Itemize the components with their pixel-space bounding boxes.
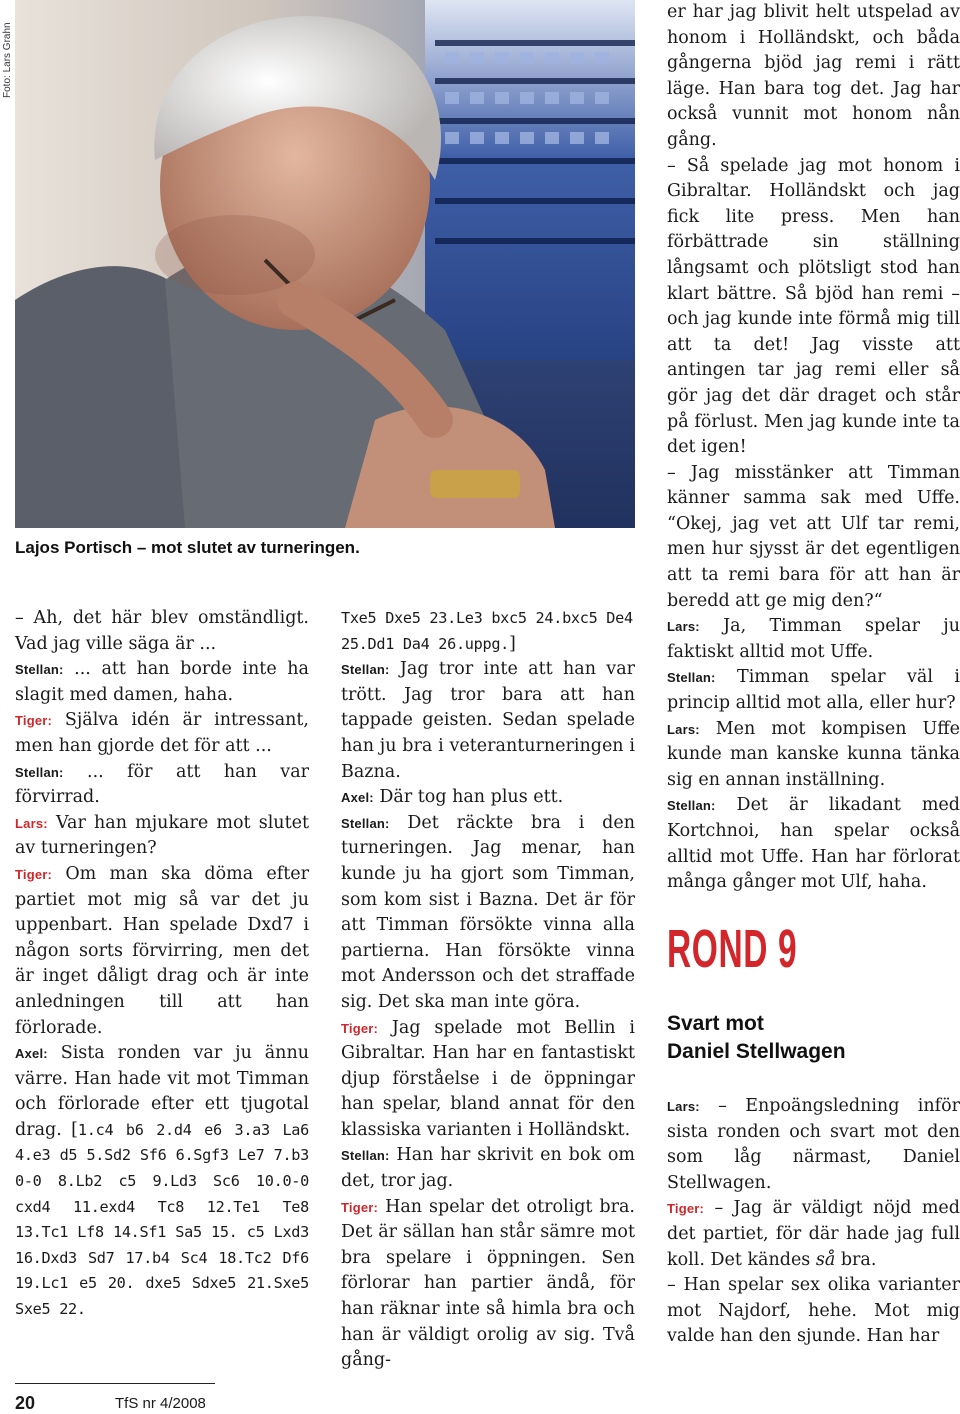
paragraph: Axel: Där tog han plus ett. bbox=[341, 787, 564, 808]
text-column-3 bbox=[667, 0, 960, 896]
paragraph: – Jag misstänker att Timman känner samma sak med Uffe. “Okej, jag vet att Ulf tar remi, men hur sjysst är det egentligen att ta remi bara för att han är beredd att ge mig den?“ bbox=[667, 462, 960, 611]
round-heading: ROND 9 bbox=[667, 919, 798, 979]
speaker-lars: Lars: bbox=[15, 815, 48, 831]
speaker-tiger: Tiger: bbox=[341, 1199, 379, 1215]
speaker-stellan: Stellan: bbox=[341, 815, 390, 831]
footer-divider bbox=[15, 1383, 215, 1384]
chess-moves: 1.c4 b6 2.d4 e6 3.a3 La6 4.e3 d5 5.Sd2 Sf6 6.Sgf3 Le7 7.b3 0-0 8.Lb2 c5 9.Ld3 Sc6 10.0-0 cxd4 11.exd4 Tc8 12.Te1 Te8 13.Tc1 Lf8 14.Sf1 Sa5 15. c5 Lxd3 16.Dxd3 Sd7 17.b4 Sc4 18.Tc2 Df6 19.Lc1 e5 20. dxe5 Sdxe5 21.Sxe5 Sxe5 22. bbox=[15, 1120, 309, 1319]
speaker-axel: Axel: bbox=[341, 790, 374, 806]
speaker-tiger: Tiger: bbox=[341, 1020, 379, 1036]
paragraph: Tiger: Själva idén är intressant, men han gjorde det för att ... bbox=[15, 710, 309, 756]
magazine-issue: TfS nr 4/2008 bbox=[115, 1395, 206, 1412]
game-heading-line-2: Daniel Stellwagen bbox=[667, 1040, 846, 1063]
paragraph: Lars: Var han mjukare mot slutet av turneringen? bbox=[15, 812, 309, 859]
paragraph: Stellan: Han har skrivit en bok om det, tror jag. bbox=[341, 1145, 635, 1192]
speaker-stellan: Stellan: bbox=[15, 662, 64, 678]
text-column-2 bbox=[341, 606, 635, 1374]
paragraph: Stellan: ... att han borde inte ha slagit med damen, haha. bbox=[15, 659, 309, 705]
game-heading bbox=[667, 1010, 960, 1066]
paragraph: Stellan: Det är likadant med Kortchnoi, han spelar också alltid mot Uffe. Han har förlorat många gånger mot Ulf, haha. bbox=[667, 795, 960, 893]
paragraph: Tiger: – Jag är väldigt nöjd med det partiet, för där hade jag full koll. Det kändes så bra. bbox=[667, 1198, 960, 1270]
photo-caption: Lajos Portisch – mot slutet av turneringen. bbox=[15, 538, 360, 557]
speaker-stellan: Stellan: bbox=[341, 662, 390, 678]
paragraph: – Han spelar sex olika varianter mot Najdorf, hehe. Mot mig valde han den sjunde. Han har bbox=[667, 1275, 960, 1347]
paragraph: er har jag blivit helt utspelad av honom i Holländskt, och båda gångerna bjöd jag remi i rätt läge. Han bara tog det. Jag har också vunnit mot honom nån gång. bbox=[667, 2, 960, 150]
paragraph: Stellan: Timman spelar väl i princip alltid mot alla, eller hur? bbox=[667, 667, 960, 714]
paragraph: Stellan: Jag tror inte att han var trött. Jag tror bara att han tappade geisten. Sedan spelade han ju bra i veteranturneringen i Bazna. bbox=[341, 659, 635, 782]
paragraph: – Så spelade jag mot honom i Gibraltar. Holländskt och jag fick lite press. Men han förbättrade sin ställning långsamt och plötsligt stod han klart bättre. Så bjöd han remi – och jag kunde inte förmå mig till att ta det! Jag visste att antingen tar jag remi eller så gör jag det där draget och står på förlust. Men jag kunde inte ta det igen! bbox=[667, 155, 960, 458]
photo-credit: Foto: Lars Grahn bbox=[2, 22, 13, 98]
paragraph: Tiger: Om man ska döma efter partiet mot mig så var det ju uppenbart. Han spelade Dxd7 i någon sorts förvirring, men det är inget dåligt drag och är inte anledningen till att han förlorade. bbox=[15, 863, 309, 1038]
page-number: 20 bbox=[15, 1393, 36, 1413]
paragraph: Tiger: Han spelar det otroligt bra. Det är sällan han står sämre mot bra spelare i öppningen. Sen förlorar han partier ändå, för han räknar inte så himla bra och han är väldigt orolig av sig. Två gång- bbox=[341, 1196, 635, 1371]
paragraph: Stellan: ... för att han var förvirrad. bbox=[15, 761, 309, 808]
speaker-stellan: Stellan: bbox=[667, 670, 716, 686]
speaker-stellan: Stellan: bbox=[667, 798, 716, 814]
speaker-lars: Lars: bbox=[667, 1099, 700, 1114]
speaker-axel: Axel: bbox=[15, 1046, 48, 1062]
paragraph: Lars: Ja, Timman spelar ju faktiskt alltid mot Uffe. bbox=[667, 616, 960, 662]
text-column-1 bbox=[15, 606, 309, 1323]
paragraph: Axel: Sista ronden var ju ännu värre. Han hade vit mot Timman och förlorade efter ett tjugotal drag. [1.c4 b6 2.d4 e6 3.a3 La6 4.e3 d5 5.Sd2 Sf6 6.Sgf3 Le7 7.b3 0-0 8.Lb2 c5 9.Ld3 Sc6 10.0-0 cxd4 11.exd4 Tc8 12.Te1 Te8 13.Tc1 Lf8 14.Sf1 Sa5 15. c5 Lxd3 16.Dxd3 Sd7 17.b4 Sc4 18.Tc2 Df6 19.Lc1 e5 20. dxe5 Sdxe5 21.Sxe5 Sxe5 22. bbox=[15, 1043, 309, 1319]
paragraph: – Ah, det här blev omständligt. Vad jag ville säga är ... bbox=[15, 608, 309, 654]
paragraph: Stellan: Det räckte bra i den turneringen. Jag menar, han kunde ju ha gjort som Timman, som kom sist i Bazna. Det är för att Timman försökte vinna alla partierna. Han försökte vinna mot Andersson och det straffade sig. Det ska man inte göra. bbox=[341, 812, 635, 1012]
portrait-illustration bbox=[15, 0, 635, 528]
paragraph: Txe5 Dxe5 23.Le3 bxc5 24.bxc5 De4 25.Dd1 Da4 26.uppg.] bbox=[341, 609, 633, 654]
speaker-tiger: Tiger: bbox=[667, 1201, 705, 1217]
speaker-tiger: Tiger: bbox=[15, 713, 53, 729]
speaker-stellan: Stellan: bbox=[15, 764, 64, 780]
paragraph: Tiger: Jag spelade mot Bellin i Gibraltar. Han har en fantastiskt djup förståelse i de öppningar han spelar, bland annat för den klassiska varianten i Holländskt. bbox=[341, 1017, 635, 1140]
speaker-lars: Lars: bbox=[667, 721, 700, 737]
speaker-stellan: Stellan: bbox=[341, 1148, 390, 1164]
speaker-tiger: Tiger: bbox=[15, 866, 53, 882]
speaker-lars: Lars: bbox=[667, 619, 700, 635]
game-heading-line-1: Svart mot bbox=[667, 1012, 764, 1035]
paragraph: Lars: – Enpoängsledning inför sista ronden och svart mot den som låg närmast, Daniel Stellwagen. bbox=[667, 1096, 960, 1193]
emphasis: så bbox=[815, 1249, 836, 1270]
text-column-3-lower bbox=[667, 1094, 960, 1350]
paragraph: Lars: Men mot kompisen Uffe kunde man kanske kunna tänka sig en annan inställning. bbox=[667, 718, 960, 790]
portrait-photo bbox=[15, 0, 635, 528]
chess-moves: Txe5 Dxe5 23.Le3 bxc5 24.bxc5 De4 25.Dd1 Da4 26.uppg. bbox=[341, 609, 633, 653]
